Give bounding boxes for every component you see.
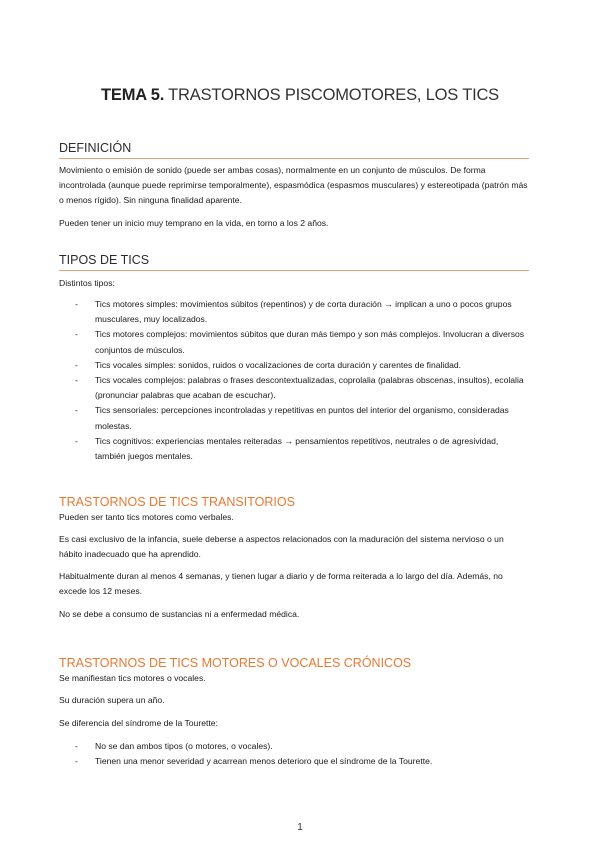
page-title: [0, 86, 600, 105]
transitorios-paragraph-2: Es casi exclusivo de la infancia, suele deberse a aspectos relacionados con la maduración del sistema nervioso o un hábito inadecuado que ha aprendido.: [59, 534, 504, 560]
cronicos-list: [59, 739, 529, 769]
cronicos-paragraph-1: Se manifiestan tics motores o vocales.: [59, 673, 206, 683]
list-item: - Tienen una menor severidad y acarrean menos deterioro que el síndrome de la Tourette.: [75, 756, 433, 767]
tipos-heading: TIPOS DE TICS: [59, 253, 529, 271]
list-item: - Tics vocales complejos: palabras o frases descontextualizadas, coprolalia (palabras obscenas, insultos), ecolalia (pronunciar palabras que acaban de escuchar).: [75, 375, 524, 401]
cronicos-paragraph-3: Se diferencia del síndrome de la Tourette:: [59, 718, 218, 728]
cronicos-heading: TRASTORNOS DE TICS MOTORES O VOCALES CRÓNICOS: [59, 656, 412, 670]
transitorios-paragraph-1: Pueden ser tanto tics motores como verbales.: [59, 512, 234, 522]
transitorios-heading: TRASTORNOS DE TICS TRANSITORIOS: [59, 495, 295, 509]
list-item: - Tics vocales simples: sonidos, ruidos o vocalizaciones de corta duración y carentes de finalidad.: [75, 359, 462, 370]
definicion-paragraph-1: Movimiento o emisión de sonido (puede ser ambas cosas), normalmente en un conjunto de músculos. De forma incontrolada (aunque puede reprimirse temporalmente), espasmódica (espasmos musculares) y estereotipada (patrón más o menos rígido). Sin ninguna finalidad aparente.: [59, 165, 528, 206]
title-rest: TRASTORNOS PISCOMOTORES, LOS TICS: [164, 86, 499, 104]
list-item: - Tics motores complejos: movimientos súbitos que duran más tiempo y son más complejos. Involucran a diversos conjuntos de músculos.: [75, 329, 525, 355]
list-item: - Tics motores simples: movimientos súbitos (repentinos) y de corta duración → implican a uno o pocos grupos musculares, muy localizados.: [75, 299, 512, 325]
title-bold: TEMA 5.: [101, 86, 165, 104]
list-item: - No se dan ambos tipos (o motores, o vocales).: [75, 741, 273, 751]
list-item: - Tics sensoriales: percepciones incontroladas y repetitivas en puntos del interior del organismo, consideradas molestas.: [75, 405, 509, 431]
transitorios-paragraph-4: No se debe a consumo de sustancias ni a enfermedad médica.: [59, 609, 300, 619]
transitorios-paragraph-3: Habitualmente duran al menos 4 semanas, y tienen lugar a diario y de forma reiterada a lo largo del día. Además, no excede los 12 meses.: [59, 571, 503, 597]
cronicos-paragraph-2: Su duración supera un año.: [59, 695, 165, 705]
definicion-heading: DEFINICIÓN: [59, 141, 529, 159]
tipos-intro: Distintos tipos:: [59, 278, 115, 288]
page-number: 1: [297, 822, 303, 833]
list-item: - Tics cognitivos: experiencias mentales reiteradas → pensamientos repetitivos, neutrales o de agresividad, también juegos mentales.: [75, 435, 499, 462]
definicion-paragraph-2: Pueden tener un inicio muy temprano en la vida, en torno a los 2 años.: [59, 218, 329, 228]
tipos-list: [59, 297, 529, 464]
